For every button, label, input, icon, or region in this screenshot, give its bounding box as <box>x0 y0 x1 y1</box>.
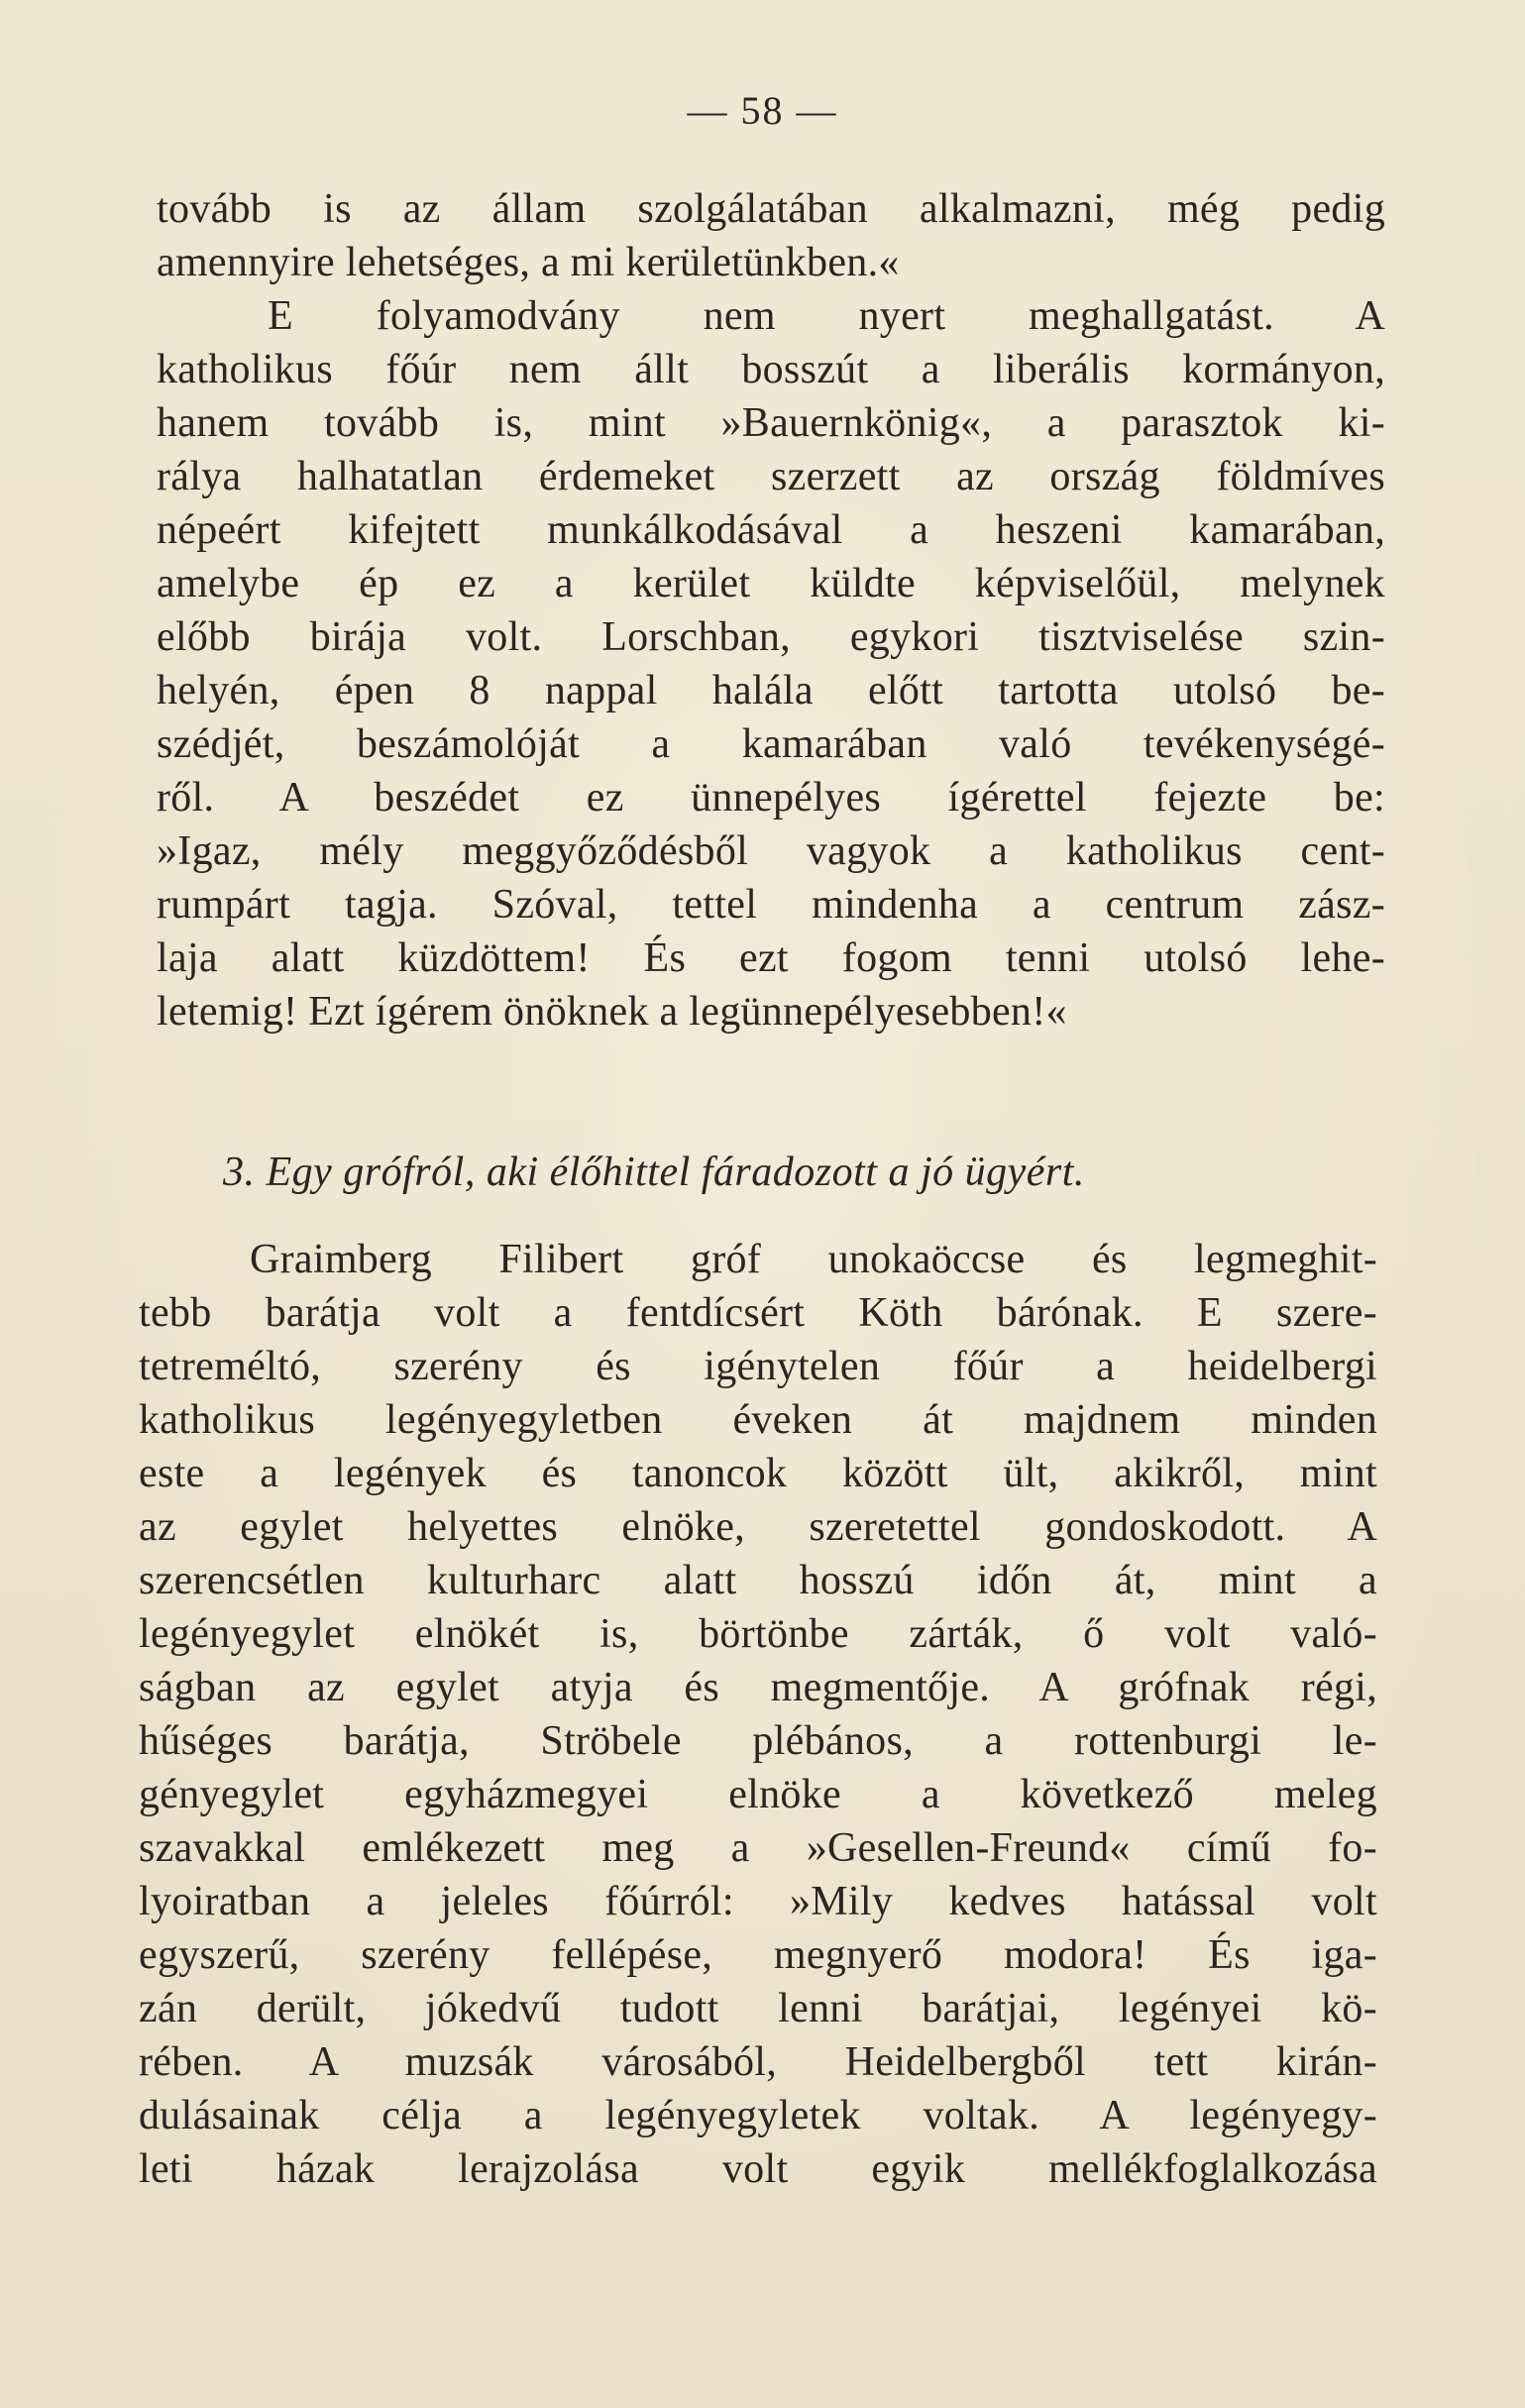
text-line: szerencsétlen kulturharc alatt hosszú időn át, mint a <box>139 1558 1377 1603</box>
text-line: katholikus legényegyletben éveken át majdnem minden <box>139 1397 1377 1443</box>
text-line: szédjét, beszámolóját a kamarában való tevékenységé- <box>157 721 1385 767</box>
text-line: zán derült, jókedvű tudott lenni barátjai, legényei kö- <box>139 1986 1377 2031</box>
text-line: tebb barátja volt a fentdícsért Köth bárónak. E szere- <box>139 1290 1377 1336</box>
text-line: legényegylet elnökét is, börtönbe zárták, ő volt való- <box>139 1611 1377 1657</box>
text-line: rében. A muzsák városából, Heidelbergből tett kirán- <box>139 2039 1377 2085</box>
page-number: — 58 — <box>687 88 838 133</box>
text-line: katholikus főúr nem állt bosszút a liberális kormányon, <box>157 347 1385 392</box>
paragraph-continuation <box>157 182 1385 1039</box>
text-line: népeért kifejtett munkálkodásával a heszeni kamarában, <box>157 507 1385 553</box>
text-line: rumpárt tagja. Szóval, tettel mindenha a centrum zász- <box>157 882 1385 928</box>
text-line: amennyire lehetséges, a mi kerületünkben.« <box>157 240 900 285</box>
text-line: az egylet helyettes elnöke, szeretettel gondoskodott. A <box>139 1504 1377 1550</box>
text-line: este a legények és tanoncok között ült, akikről, mint <box>139 1451 1377 1496</box>
text-line: laja alatt küzdöttem! És ezt fogom tenni utolsó lehe- <box>157 935 1385 981</box>
text-line: előbb birája volt. Lorschban, egykori tisztviselése szin- <box>157 614 1385 660</box>
text-line: egyszerű, szerény fellépése, megnyerő modora! És iga- <box>139 1932 1377 1978</box>
text-line: leti házak lerajzolása volt egyik mellékfoglalkozása <box>139 2146 1377 2192</box>
text-line: lyoiratban a jeleles főúrról: »Mily kedves hatással volt <box>139 1879 1377 1924</box>
text-line: dulásainak célja a legényegyletek voltak. A legényegy- <box>139 2093 1377 2138</box>
text-line: Graimberg Filibert gróf unokaöccse és legmeghit- <box>250 1237 1377 1282</box>
text-line: rálya halhatatlan érdemeket szerzett az ország földmíves <box>157 454 1385 499</box>
text-line: hűséges barátja, Ströbele plébános, a rottenburgi le- <box>139 1718 1377 1764</box>
section-heading: 3. Egy grófról, aki élőhittel fáradozott a jó ügyért. <box>223 1149 1085 1195</box>
text-line: helyén, épen 8 nappal halála előtt tartotta utolsó be- <box>157 668 1385 713</box>
text-line: ságban az egylet atyja és megmentője. A grófnak régi, <box>139 1665 1377 1710</box>
text-line: gényegylet egyházmegyei elnöke a következő meleg <box>139 1772 1377 1817</box>
text-line: tetreméltó, szerény és igénytelen főúr a heidelbergi <box>139 1344 1377 1389</box>
paragraph-graimberg <box>139 1233 1377 2196</box>
text-line: ről. A beszédet ez ünnepélyes ígérettel fejezte be: <box>157 775 1385 821</box>
text-line: szavakkal emlékezett meg a »Gesellen-Freund« című fo- <box>139 1825 1377 1871</box>
text-line: hanem tovább is, mint »Bauernkönig«, a parasztok ki- <box>157 400 1385 446</box>
text-line: amelybe ép ez a kerület küldte képviselőül, melynek <box>157 561 1385 606</box>
text-line: tovább is az állam szolgálatában alkalmazni, még pedig <box>157 186 1385 232</box>
text-line: »Igaz, mély meggyőződésből vagyok a katholikus cent- <box>157 828 1385 874</box>
text-line: E folyamodvány nem nyert meghallgatást. A <box>268 293 1385 339</box>
text-line: letemig! Ezt ígérem önöknek a legünnepélyesebben!« <box>157 989 1067 1035</box>
